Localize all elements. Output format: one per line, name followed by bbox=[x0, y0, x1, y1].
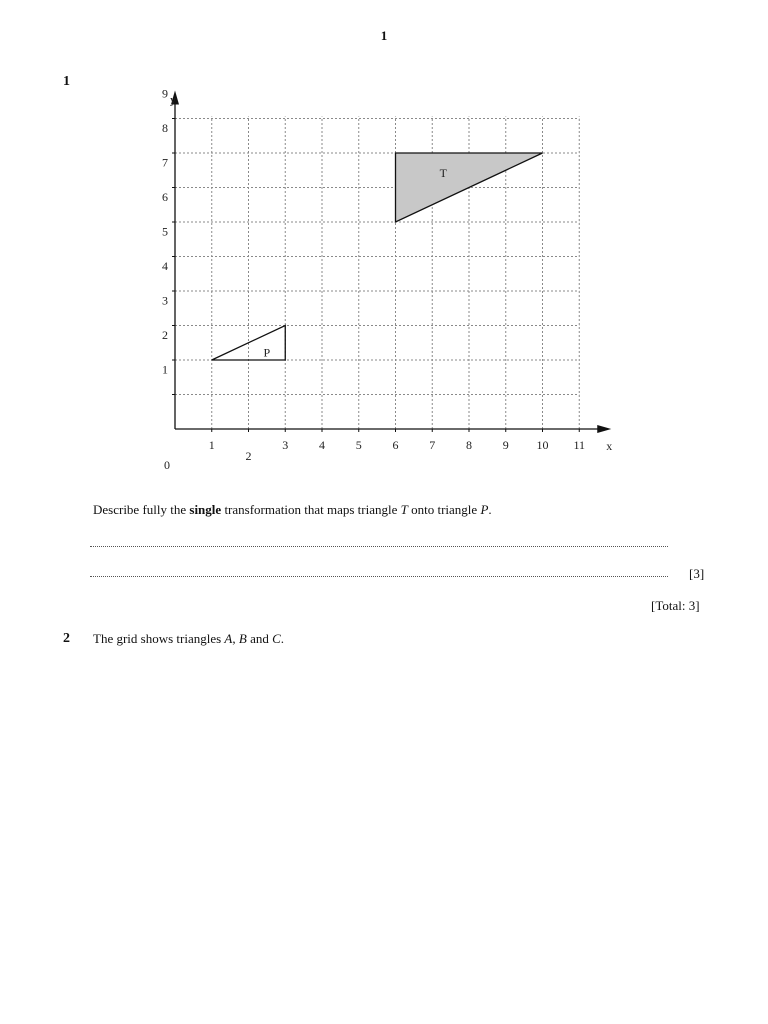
answer-line-1[interactable] bbox=[90, 546, 668, 547]
x-tick-label: 1 bbox=[208, 438, 215, 452]
prompt-text: . bbox=[280, 631, 285, 646]
answer-line-2[interactable] bbox=[90, 576, 668, 577]
triangle-p-label: P bbox=[263, 345, 271, 360]
coordinate-grid bbox=[150, 88, 620, 480]
triangle-name-c: C bbox=[272, 631, 281, 646]
x-tick-label: 7 bbox=[429, 438, 436, 452]
y-tick-label: 6 bbox=[162, 190, 168, 204]
x-tick-label: 2 bbox=[245, 449, 252, 463]
triangle-name-t: T bbox=[400, 502, 408, 517]
prompt-text: transformation that maps triangle bbox=[221, 502, 401, 517]
x-axis-arrow-icon bbox=[597, 425, 611, 433]
x-axis-label: x bbox=[606, 439, 613, 453]
y-tick-label: 4 bbox=[162, 259, 168, 273]
origin-label: 0 bbox=[164, 458, 170, 472]
triangle-name-a: A bbox=[224, 631, 233, 646]
prompt-text: . bbox=[488, 502, 492, 517]
x-tick-label: 6 bbox=[392, 438, 399, 452]
prompt-text: , bbox=[232, 631, 239, 646]
x-tick-label: 3 bbox=[282, 438, 289, 452]
triangle-p bbox=[212, 326, 286, 361]
prompt-text: The grid shows triangles bbox=[93, 631, 225, 646]
question-1-number: 1 bbox=[63, 74, 70, 89]
y-axis-label: y bbox=[170, 92, 176, 107]
y-tick-label: 2 bbox=[162, 328, 168, 342]
page-number: 1 bbox=[380, 28, 388, 43]
y-tick-label: 5 bbox=[162, 224, 168, 239]
y-tick-label: 8 bbox=[162, 121, 168, 135]
question-2-prompt bbox=[93, 631, 284, 647]
y-tick-label: 1 bbox=[162, 362, 168, 377]
triangle-name-b: B bbox=[238, 631, 247, 646]
x-tick-label: 9 bbox=[502, 438, 509, 452]
prompt-bold: single bbox=[189, 502, 222, 517]
marks-label: [3] bbox=[689, 566, 705, 581]
x-tick-label: 11 bbox=[573, 438, 586, 452]
y-tick-label: 3 bbox=[162, 293, 168, 308]
x-tick-label: 5 bbox=[355, 438, 362, 452]
triangle-name-p: P bbox=[480, 502, 489, 517]
y-tick-label: 9 bbox=[162, 86, 168, 101]
prompt-text: onto triangle bbox=[407, 502, 481, 517]
prompt-text: Describe fully the bbox=[93, 502, 190, 517]
question-2-number: 2 bbox=[63, 631, 70, 646]
x-tick-label: 4 bbox=[319, 438, 325, 452]
x-tick-label: 8 bbox=[466, 438, 472, 452]
x-tick-label: 10 bbox=[536, 438, 549, 452]
y-tick-label: 7 bbox=[162, 155, 168, 170]
total-marks-label: [Total: 3] bbox=[651, 598, 700, 613]
prompt-text: and bbox=[246, 631, 273, 646]
question-1-prompt bbox=[93, 502, 492, 518]
triangle-t-label: T bbox=[439, 166, 447, 181]
